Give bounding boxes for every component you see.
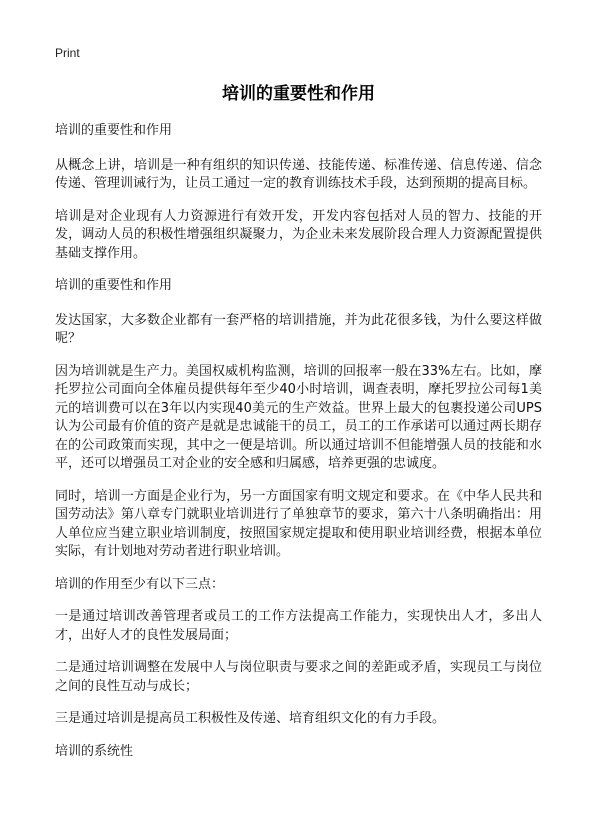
section-heading: 培训的系统性 [55,743,134,759]
paragraph: 培训的作用至少有以下三点： [55,576,225,592]
section-heading: 培训的重要性和作用 [55,123,173,138]
page-title: 培训的重要性和作用 [222,84,375,104]
paragraph: 二是通过培训调整在发展中人与岗位职责与要求之间的差距或矛盾，实现员工与岗位之间的良性互动与成长； [55,660,542,694]
paragraph: 因为培训就是生产力。美国权威机构监测，培训的回报率一般在33%左右。比如，摩托罗拉公司面向全体雇员提供每年至少40小时培训，调查表明，摩托罗拉公司每1美元的培训费可以在3年以内实现40美元的生产效益。世界上最大的包裹投递公司UPS认为公司最有价值的资产是就是忠诚能干的员工，员工的工作承诺可以通过两长期存在的公司政策而实现，其中之一便是培训。所以通过培训不但能增强人员的技能和水平，还可以增强员工对企业的安全感和归属感，培养更强的忠诚度。 [55,363,542,471]
paragraph: 一是通过培训改善管理者或员工的工作方法提高工作能力，实现快出人才，多出人才，出好人才的良性发展局面； [55,609,542,643]
paragraph: 发达国家，大多数企业都有一套严格的培训措施，并为此花很多钱，为什么要这样做呢？ [55,312,542,346]
print-link[interactable]: Print [55,46,80,60]
paragraph: 同时，培训一方面是企业行为，另一方面国家有明文规定和要求。在《中华人民共和国劳动法》第八章专门就职业培训进行了单独章节的要求，第六十八条明确指出：用人单位应当建立职业培训制度，按照国家规定提取和使用职业培训经费，根据本单位实际，有计划地对劳动者进行职业培训。 [55,488,542,559]
paragraph: 三是通过培训是提高员工积极性及传递、培育组织文化的有力手段。 [55,711,446,726]
paragraph: 从概念上讲，培训是一种有组织的知识传递、技能传递、标准传递、信息传递、信念传递、管理训诫行为，让员工通过一定的教育训练技术手段，达到预期的提高目标。 [55,157,542,191]
paragraph: 培训是对企业现有人力资源进行有效开发，开发内容包括对人员的智力、技能的开发，调动人员的积极性增强组织凝聚力，为企业未来发展阶段合理人力资源配置提供基础支撑作用。 [55,208,542,261]
document-body [55,122,542,761]
section-heading: 培训的重要性和作用 [55,278,173,293]
